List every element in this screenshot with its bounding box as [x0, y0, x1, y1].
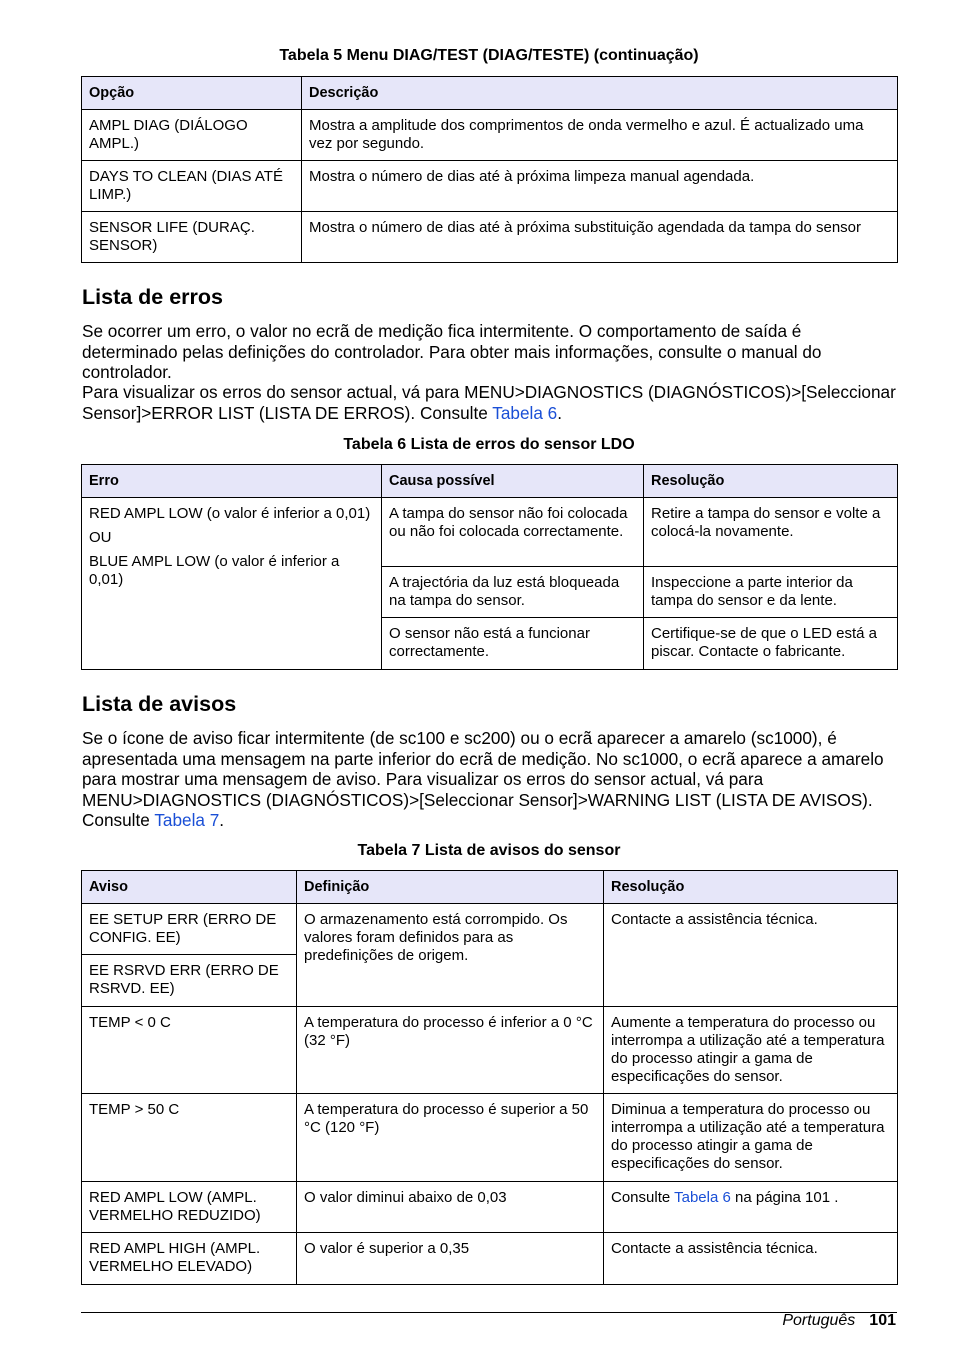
table-row: [82, 1007, 898, 1094]
table-cell: O valor é superior a 0,35: [297, 1233, 604, 1285]
table-row: [82, 110, 898, 161]
error-line: OU: [89, 529, 112, 546]
table6-link[interactable]: Tabela 6: [492, 402, 558, 423]
errors-paragraph-2-text: Para visualizar os erros do sensor actual, vá para MENU>DIAGNOSTICS (DIAGNÓSTICOS)>[Seleccionar Sensor]>ERROR LIST (LISTA DE ERROS). Consulte: [82, 382, 896, 423]
table-row: [82, 904, 898, 955]
table-cell: Aumente a temperatura do processo ou interrompa a utilização até a temperatura do processo atingir a gama de especificações do sensor.: [604, 1007, 898, 1094]
warnings-paragraph-text: Se o ícone de aviso ficar intermitente (de sc100 e sc200) ou o ecrã aparecer a amarelo (sc1000), é apresentada uma mensagem na parte inferior do ecrã de medição. No sc1000, o ecrã aparece a amarelo para mostrar uma mensagem de aviso. Para visualizar os erros do sensor actual, vá para MENU>DIAGNOSTICS (DIAGNÓSTICOS)>[Seleccionar Sensor]>WARNING LIST (LISTA DE AVISOS). Consulte: [82, 728, 884, 830]
table-header-row: [82, 77, 898, 110]
table-row: [82, 498, 898, 567]
table6-caption: Tabela 6 Lista de erros do sensor LDO: [343, 436, 635, 453]
table6-link[interactable]: Tabela 6: [674, 1189, 731, 1206]
table6: [81, 464, 898, 670]
page-footer: [782, 1312, 896, 1330]
table-header: Resolução: [604, 871, 898, 904]
table-row: [82, 212, 898, 263]
table-cell: TEMP > 50 C: [82, 1094, 297, 1182]
table-cell: EE RSRVD ERR (ERRO DE RSRVD. EE): [82, 955, 297, 1007]
table-header: Definição: [297, 871, 604, 904]
error-line: BLUE AMPL LOW (o valor é inferior a 0,01): [89, 553, 340, 588]
table-row: [82, 1182, 898, 1233]
table-cell: Diminua a temperatura do processo ou interrompa a utilização até a temperatura do processo atingir a gama de especificações do sensor.: [604, 1094, 898, 1182]
table7: [81, 870, 898, 1285]
errors-paragraph-2: [82, 382, 898, 423]
table-header: Resolução: [644, 465, 898, 498]
table-cell: Contacte a assistência técnica.: [604, 1233, 898, 1285]
table5: [81, 76, 898, 263]
table-cell: Mostra a amplitude dos comprimentos de onda vermelho e azul. É actualizado uma vez por segundo.: [302, 110, 898, 161]
table-header: Descrição: [302, 77, 898, 110]
table-header: Erro: [82, 465, 382, 498]
table-header: Opção: [82, 77, 302, 110]
table-row: [82, 161, 898, 212]
table-cell: RED AMPL HIGH (AMPL. VERMELHO ELEVADO): [82, 1233, 297, 1285]
table7-link[interactable]: Tabela 7: [154, 810, 220, 830]
footer-language: Português: [782, 1312, 856, 1329]
footer-divider: [81, 1312, 897, 1313]
table-cell: O valor diminui abaixo de 0,03: [297, 1182, 604, 1233]
warnings-paragraph: [82, 728, 898, 831]
table-cell: A temperatura do processo é inferior a 0 °C (32 °F): [297, 1007, 604, 1094]
warnings-paragraph-end: .: [219, 810, 225, 830]
table-header-row: [82, 465, 898, 498]
table-cell: RED AMPL LOW (AMPL. VERMELHO REDUZIDO): [82, 1182, 297, 1233]
errors-heading: Lista de erros: [82, 285, 223, 309]
table-header: Aviso: [82, 871, 297, 904]
table-cell: O armazenamento está corrompido. Os valores foram definidos para as predefinições de origem.: [297, 904, 604, 1007]
table-row: [82, 1094, 898, 1182]
table-cell: A trajectória da luz está bloqueada na tampa do sensor.: [382, 567, 644, 618]
table-row: [82, 1233, 898, 1285]
red-low-resolution-page: na página 101 .: [730, 1189, 839, 1206]
table-cell: [604, 1182, 898, 1233]
table-cell: O sensor não está a funcionar correctamente.: [382, 618, 644, 670]
red-low-resolution-text: Consulte: [611, 1189, 675, 1206]
table-cell: Contacte a assistência técnica.: [604, 904, 898, 1007]
errors-paragraph-1: Se ocorrer um erro, o valor no ecrã de medição fica intermitente. O comportamento de saída é determinado pelas definições do controlador. Para obter mais informações, consulte o manual do controlador.: [82, 321, 822, 382]
table-header-row: [82, 871, 898, 904]
error-line: RED AMPL LOW (o valor é inferior a 0,01): [89, 505, 371, 522]
table-cell: DAYS TO CLEAN (DIAS ATÉ LIMP.): [82, 161, 302, 212]
table7-caption: Tabela 7 Lista de avisos do sensor: [357, 842, 621, 859]
warnings-heading: Lista de avisos: [82, 692, 237, 716]
errors-paragraph-2-end: .: [557, 402, 563, 423]
table-cell: Inspeccione a parte interior da tampa do sensor e da lente.: [644, 567, 898, 618]
table-cell: Mostra o número de dias até à próxima substituição agendada da tampa do sensor: [302, 212, 898, 263]
page-number: 101: [869, 1312, 896, 1329]
table-cell: Retire a tampa do sensor e volte a colocá-la novamente.: [644, 498, 898, 567]
table-header: Causa possível: [382, 465, 644, 498]
table-cell: SENSOR LIFE (DURAÇ. SENSOR): [82, 212, 302, 263]
table-cell: TEMP < 0 C: [82, 1007, 297, 1094]
table-cell: A temperatura do processo é superior a 50 °C (120 °F): [297, 1094, 604, 1182]
error-cell: [82, 498, 382, 670]
table-cell: EE SETUP ERR (ERRO DE CONFIG. EE): [82, 904, 297, 955]
table-cell: Mostra o número de dias até à próxima limpeza manual agendada.: [302, 161, 898, 212]
table-cell: Certifique-se de que o LED está a piscar. Contacte o fabricante.: [644, 618, 898, 670]
table-cell: A tampa do sensor não foi colocada ou não foi colocada correctamente.: [382, 498, 644, 567]
table-cell: AMPL DIAG (DIÁLOGO AMPL.): [82, 110, 302, 161]
table5-caption: Tabela 5 Menu DIAG/TEST (DIAG/TESTE) (continuação): [279, 47, 699, 64]
